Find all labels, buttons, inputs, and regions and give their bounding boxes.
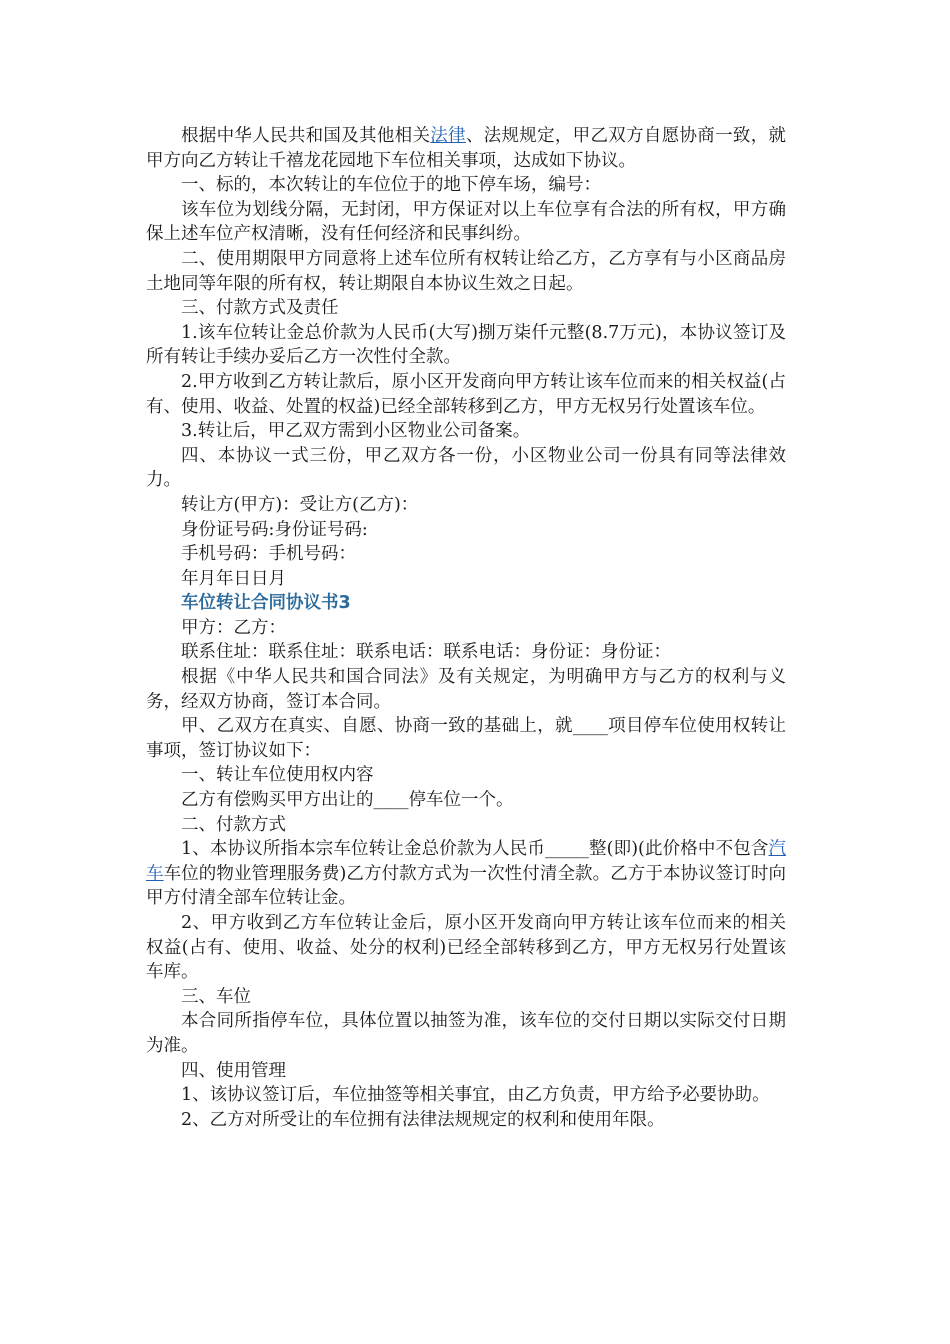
party-contacts: 联系住址：联系住址：联系电话：联系电话：身份证：身份证： [181, 642, 671, 663]
payment-item-2: 2.甲方收到乙方转让款后，原小区开发商向甲方转让该车位而来的相关权益(占有、使用、收益、处置的权益)已经全部转移到乙方，甲方无权另行处置该车位。 [146, 371, 786, 417]
signature-parties: 转让方(甲方)：受让方(乙方)： [181, 494, 419, 515]
law-link[interactable]: 法律 [430, 126, 466, 146]
signature-dates: 年月年日日月 [181, 568, 286, 589]
intro-text-after: 、法规规定，甲乙双方自愿协商一致，就甲方向乙方转让千禧龙花园地下车位相关事项，达成如下协议。 [146, 126, 787, 171]
item-1-text-after: 车位的物业管理服务费)乙方付款方式为一次性付清全款。乙方于本协议签订时向甲方付清全部车位转让金。 [146, 863, 787, 909]
party-names: 甲方：乙方： [181, 617, 286, 638]
paragraph-ownership: 该车位为划线分隔，无封闭，甲方保证对以上车位享有合法的所有权，甲方确保上述车位产权清晰，没有任何经济和民事纠纷。 [146, 199, 786, 245]
section-4-item-2: 2、乙方对所受让的车位拥有法律法规规定的权利和使用年限。 [181, 1109, 665, 1130]
intro-text-before: 根据中华人民共和国及其他相关 [181, 126, 431, 146]
section-3-heading: 三、车位 [181, 986, 251, 1007]
signature-phone-numbers: 手机号码：手机号码： [181, 544, 356, 565]
section-4-item-1: 1、该协议签订后，车位抽签等相关事宜，由乙方负责，甲方给予必要协助。 [181, 1085, 770, 1106]
clause-2-term: 二、使用期限甲方同意将上述车位所有权转让给乙方，乙方享有与小区商品房土地同等年限的所有权，转让期限自本协议生效之日起。 [146, 248, 786, 294]
paragraph-intro [146, 124, 786, 173]
section-3-content: 本合同所指停车位，具体位置以抽签为准，该车位的交付日期以实际交付日期为准。 [146, 1011, 786, 1056]
section-2-item-1 [146, 837, 786, 911]
document-body [146, 124, 786, 1132]
section-1-heading: 一、转让车位使用权内容 [181, 765, 374, 786]
clause-4-copies: 四、本协议一式三份，甲乙双方各一份，小区物业公司一份具有同等法律效力。 [146, 445, 786, 491]
signature-id-numbers: 身份证号码:身份证号码: [181, 519, 368, 540]
section-2-item-2: 2、甲方收到乙方车位转让金后，原小区开发商向甲方转让该车位而来的相关权益(占有、使用、收益、处分的权利)已经全部转移到乙方，甲方无权另行处置该车库。 [146, 913, 786, 983]
clause-1-subject: 一、标的，本次转让的车位位于的地下停车场，编号： [181, 175, 601, 196]
section-heading: 车位转让合同协议书3 [181, 593, 351, 614]
section-2-heading: 二、付款方式 [181, 814, 286, 835]
payment-item-3: 3.转让后，甲乙双方需到小区物业公司备案。 [181, 421, 531, 442]
clause-3-heading: 三、付款方式及责任 [181, 298, 339, 319]
section-1-content: 乙方有偿购买甲方出让的____停车位一个。 [181, 790, 514, 811]
section-4-heading: 四、使用管理 [181, 1060, 286, 1081]
contract-basis: 甲、乙双方在真实、自愿、协商一致的基础上，就____项目停车位使用权转让事项，签订协议如下： [146, 716, 786, 761]
item-1-text-before: 1、本协议所指本宗车位转让金总价款为人民币_____整(即)(此价格中不包含 [181, 839, 769, 860]
payment-item-1: 1.该车位转让金总价款为人民币(大写)捌万柒仟元整(8.7万元)，本协议签订及所有转让手续办妥后乙方一次性付全款。 [146, 322, 786, 368]
car-link[interactable]: 汽车 [146, 839, 786, 884]
contract-preamble: 根据《中华人民共和国合同法》及有关规定，为明确甲方与乙方的权利与义务，经双方协商，签订本合同。 [146, 667, 786, 712]
